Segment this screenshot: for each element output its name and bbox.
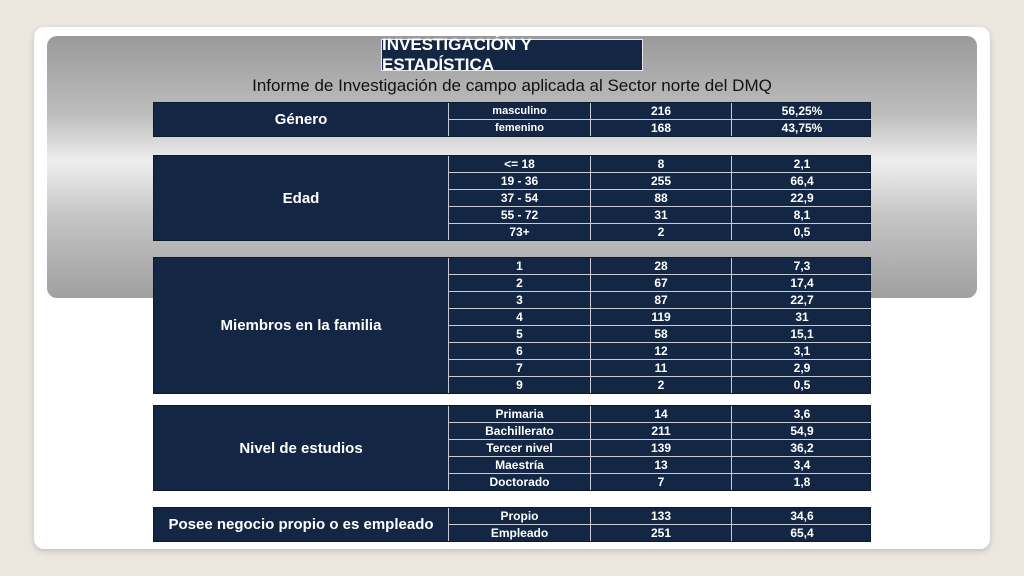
table-edad xyxy=(153,155,871,241)
percent-cell: 1,8 xyxy=(731,473,872,490)
percent-cell: 2,9 xyxy=(731,359,872,376)
percent-cell: 34,6 xyxy=(731,508,872,524)
count-cell: 31 xyxy=(590,206,731,223)
count-cell: 11 xyxy=(590,359,731,376)
row-label-negocio: Posee negocio propio o es empleado xyxy=(168,516,434,533)
category-cell: femenino xyxy=(448,119,590,136)
category-cell: Doctorado xyxy=(448,473,590,490)
percent-cell: 66,4 xyxy=(731,172,872,189)
percent-cell: 43,75% xyxy=(731,119,872,136)
category-cell: 5 xyxy=(448,325,590,342)
percent-cell: 17,4 xyxy=(731,274,872,291)
count-cell: 211 xyxy=(590,422,731,439)
category-cell: <= 18 xyxy=(448,156,590,172)
table-familia xyxy=(153,257,871,394)
category-cell: 1 xyxy=(448,258,590,274)
percent-cell: 2,1 xyxy=(731,156,872,172)
row-label-edad: Edad xyxy=(282,189,320,207)
count-cell: 119 xyxy=(590,308,731,325)
count-cell: 88 xyxy=(590,189,731,206)
category-cell: 55 - 72 xyxy=(448,206,590,223)
count-cell: 168 xyxy=(590,119,731,136)
percent-cell: 8,1 xyxy=(731,206,872,223)
count-cell: 2 xyxy=(590,223,731,240)
category-cell: Propio xyxy=(448,508,590,524)
category-cell: masculino xyxy=(448,103,590,119)
count-cell: 14 xyxy=(590,406,731,422)
category-cell: 6 xyxy=(448,342,590,359)
count-cell: 216 xyxy=(590,103,731,119)
percent-cell: 3,6 xyxy=(731,406,872,422)
category-cell: 7 xyxy=(448,359,590,376)
category-cell: 9 xyxy=(448,376,590,393)
category-cell: 37 - 54 xyxy=(448,189,590,206)
row-label-estudios: Nivel de estudios xyxy=(239,439,363,457)
percent-cell: 7,3 xyxy=(731,258,872,274)
count-cell: 7 xyxy=(590,473,731,490)
percent-cell: 0,5 xyxy=(731,223,872,240)
percent-cell: 65,4 xyxy=(731,524,872,541)
category-cell: Primaria xyxy=(448,406,590,422)
count-cell: 133 xyxy=(590,508,731,524)
category-cell: Tercer nivel xyxy=(448,439,590,456)
count-cell: 8 xyxy=(590,156,731,172)
count-cell: 139 xyxy=(590,439,731,456)
count-cell: 67 xyxy=(590,274,731,291)
category-cell: Maestría xyxy=(448,456,590,473)
percent-cell: 31 xyxy=(731,308,872,325)
count-cell: 12 xyxy=(590,342,731,359)
page-title: INVESTIGACIÓN Y ESTADÍSTICA xyxy=(381,39,643,71)
count-cell: 2 xyxy=(590,376,731,393)
category-cell: 19 - 36 xyxy=(448,172,590,189)
count-cell: 28 xyxy=(590,258,731,274)
category-cell: Empleado xyxy=(448,524,590,541)
row-label-genero: Género xyxy=(274,111,328,128)
percent-cell: 3,1 xyxy=(731,342,872,359)
count-cell: 255 xyxy=(590,172,731,189)
percent-cell: 0,5 xyxy=(731,376,872,393)
table-estudios xyxy=(153,405,871,491)
percent-cell: 54,9 xyxy=(731,422,872,439)
category-cell: 4 xyxy=(448,308,590,325)
count-cell: 251 xyxy=(590,524,731,541)
count-cell: 13 xyxy=(590,456,731,473)
count-cell: 87 xyxy=(590,291,731,308)
table-genero xyxy=(153,102,871,137)
percent-cell: 3,4 xyxy=(731,456,872,473)
percent-cell: 36,2 xyxy=(731,439,872,456)
count-cell: 58 xyxy=(590,325,731,342)
table-negocio xyxy=(153,507,871,542)
percent-cell: 15,1 xyxy=(731,325,872,342)
percent-cell: 22,7 xyxy=(731,291,872,308)
category-cell: 73+ xyxy=(448,223,590,240)
category-cell: Bachillerato xyxy=(448,422,590,439)
percent-cell: 56,25% xyxy=(731,103,872,119)
category-cell: 3 xyxy=(448,291,590,308)
report-subtitle: Informe de Investigación de campo aplicada al Sector norte del DMQ xyxy=(252,76,772,95)
row-label-familia: Miembros en la familia xyxy=(220,317,382,334)
percent-cell: 22,9 xyxy=(731,189,872,206)
category-cell: 2 xyxy=(448,274,590,291)
